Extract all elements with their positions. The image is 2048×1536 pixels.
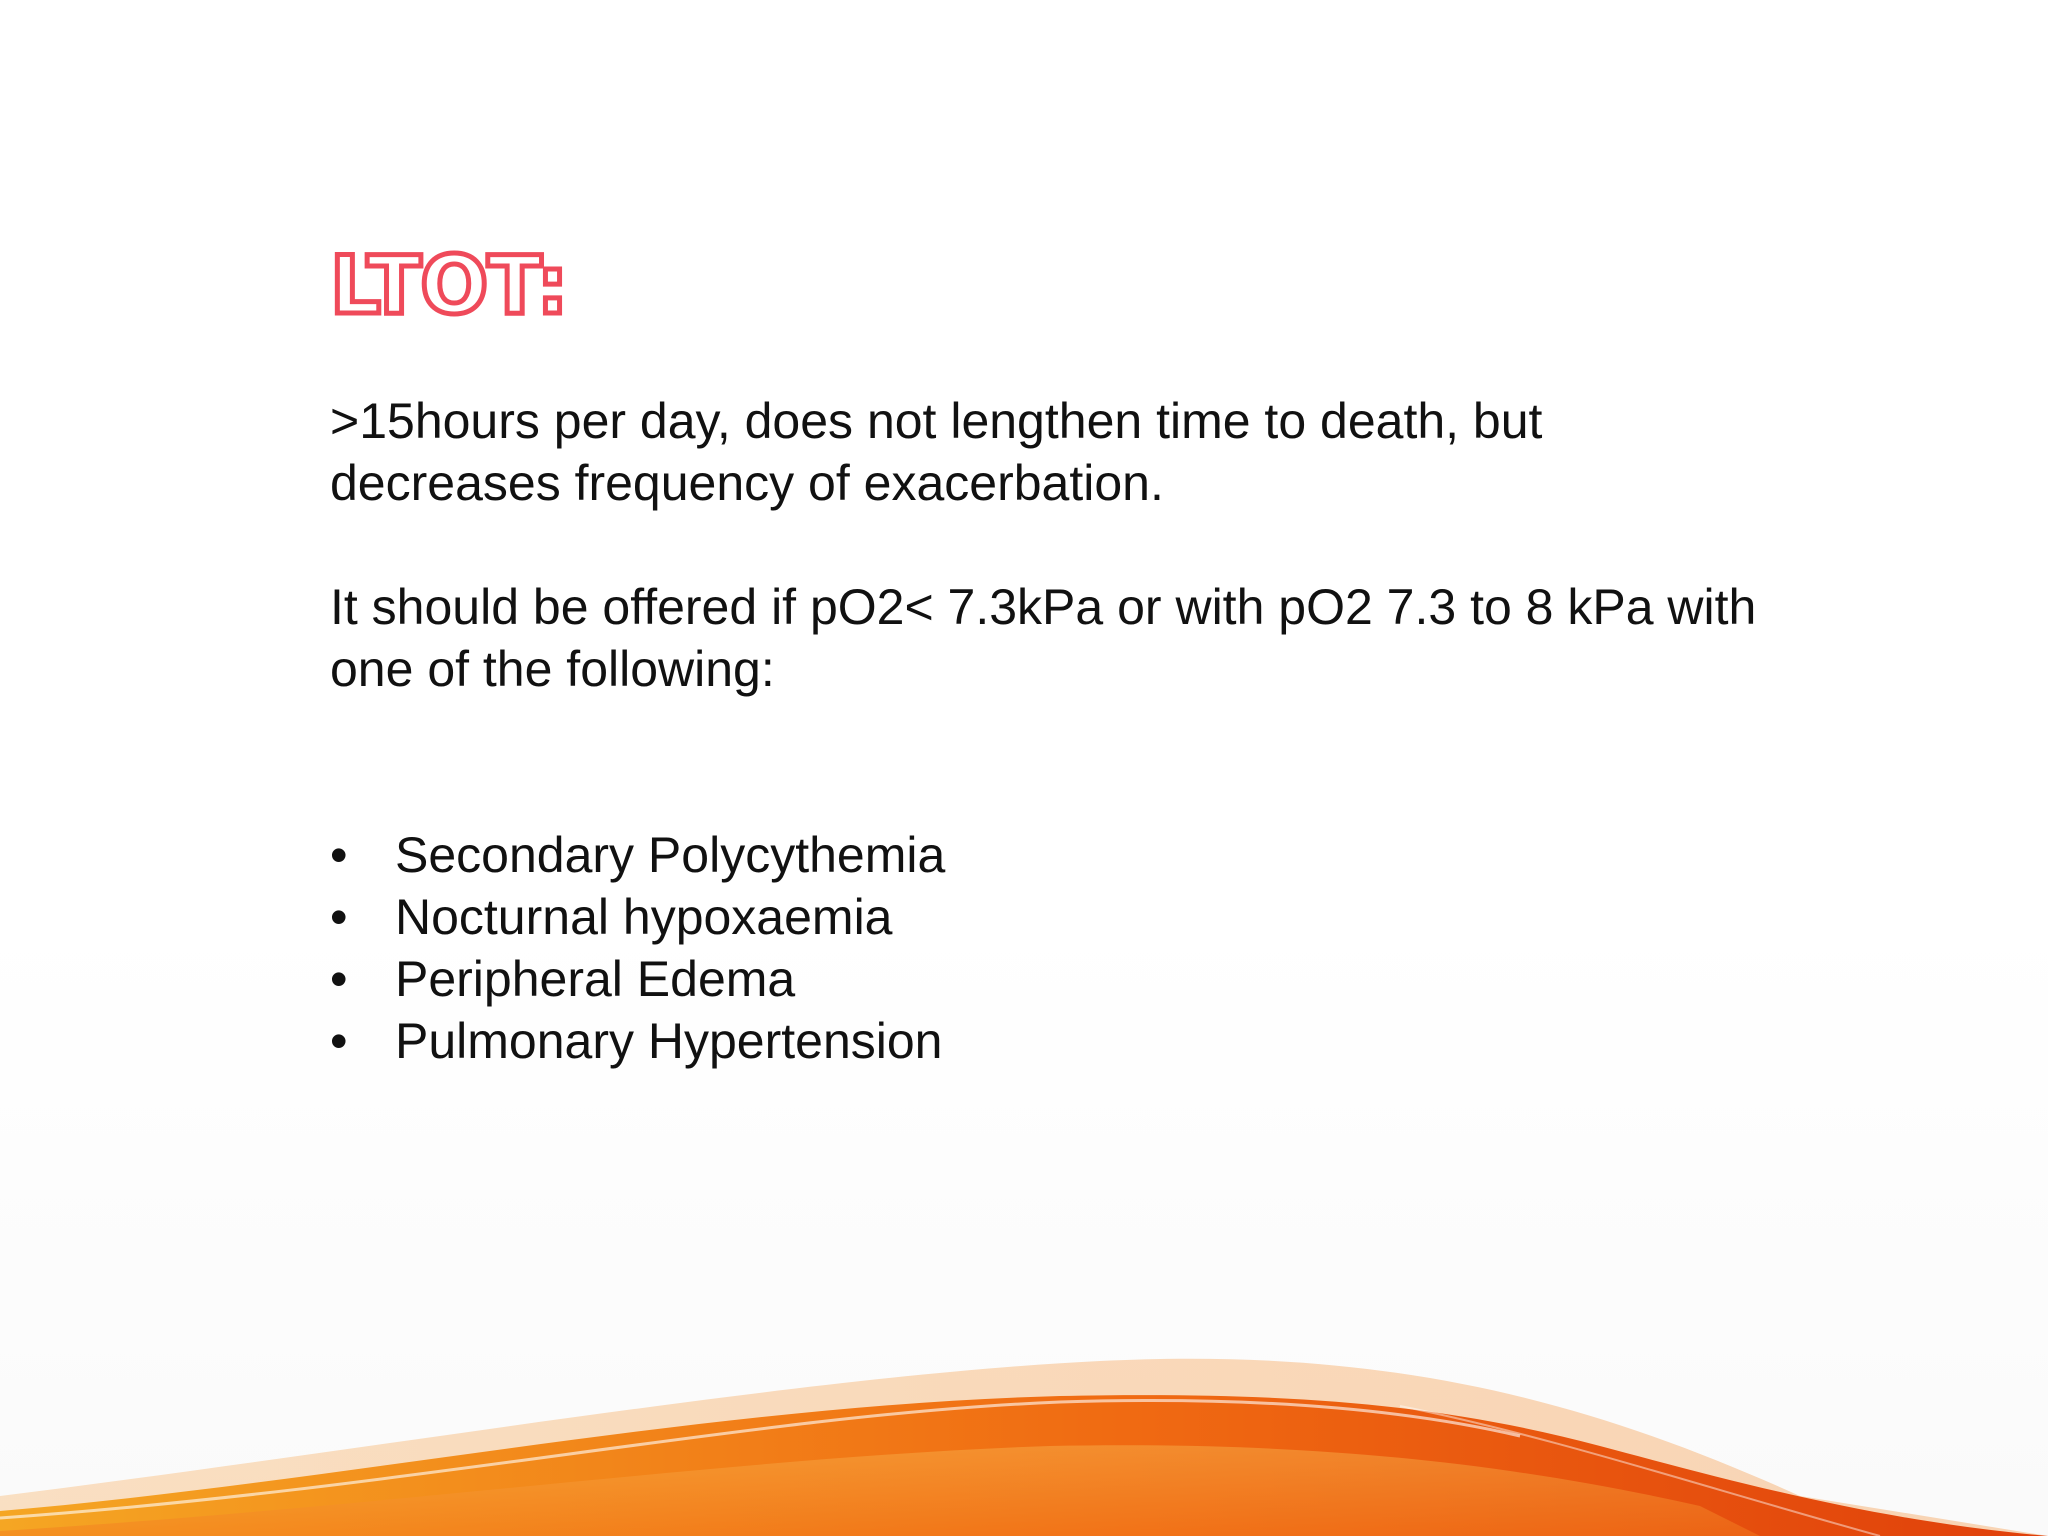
criteria-list bbox=[330, 824, 1780, 1072]
paragraph-criteria: It should be offered if pO2< 7.3kPa or with pO2 7.3 to 8 kPa with one of the following: bbox=[330, 579, 1757, 697]
list-item-text: Peripheral Edema bbox=[395, 951, 796, 1007]
list-item-text: Pulmonary Hypertension bbox=[395, 1013, 943, 1069]
list-item bbox=[330, 948, 1780, 1010]
list-item bbox=[330, 824, 1780, 886]
orange-wave-decoration bbox=[0, 1296, 2048, 1536]
bullet-icon: • bbox=[330, 827, 348, 883]
bullet-icon: • bbox=[330, 951, 348, 1007]
slide-body bbox=[330, 390, 1780, 1072]
paragraph-duration: >15hours per day, does not lengthen time to death, but decreases frequency of exacerbation. bbox=[330, 393, 1543, 511]
bullet-icon: • bbox=[330, 1013, 348, 1069]
list-item-text: Nocturnal hypoxaemia bbox=[395, 889, 893, 945]
list-item bbox=[330, 886, 1780, 948]
slide-title: LTOT: bbox=[330, 239, 568, 332]
bullet-icon: • bbox=[330, 889, 348, 945]
list-item-text: Secondary Polycythemia bbox=[395, 827, 946, 883]
list-item bbox=[330, 1010, 1780, 1072]
